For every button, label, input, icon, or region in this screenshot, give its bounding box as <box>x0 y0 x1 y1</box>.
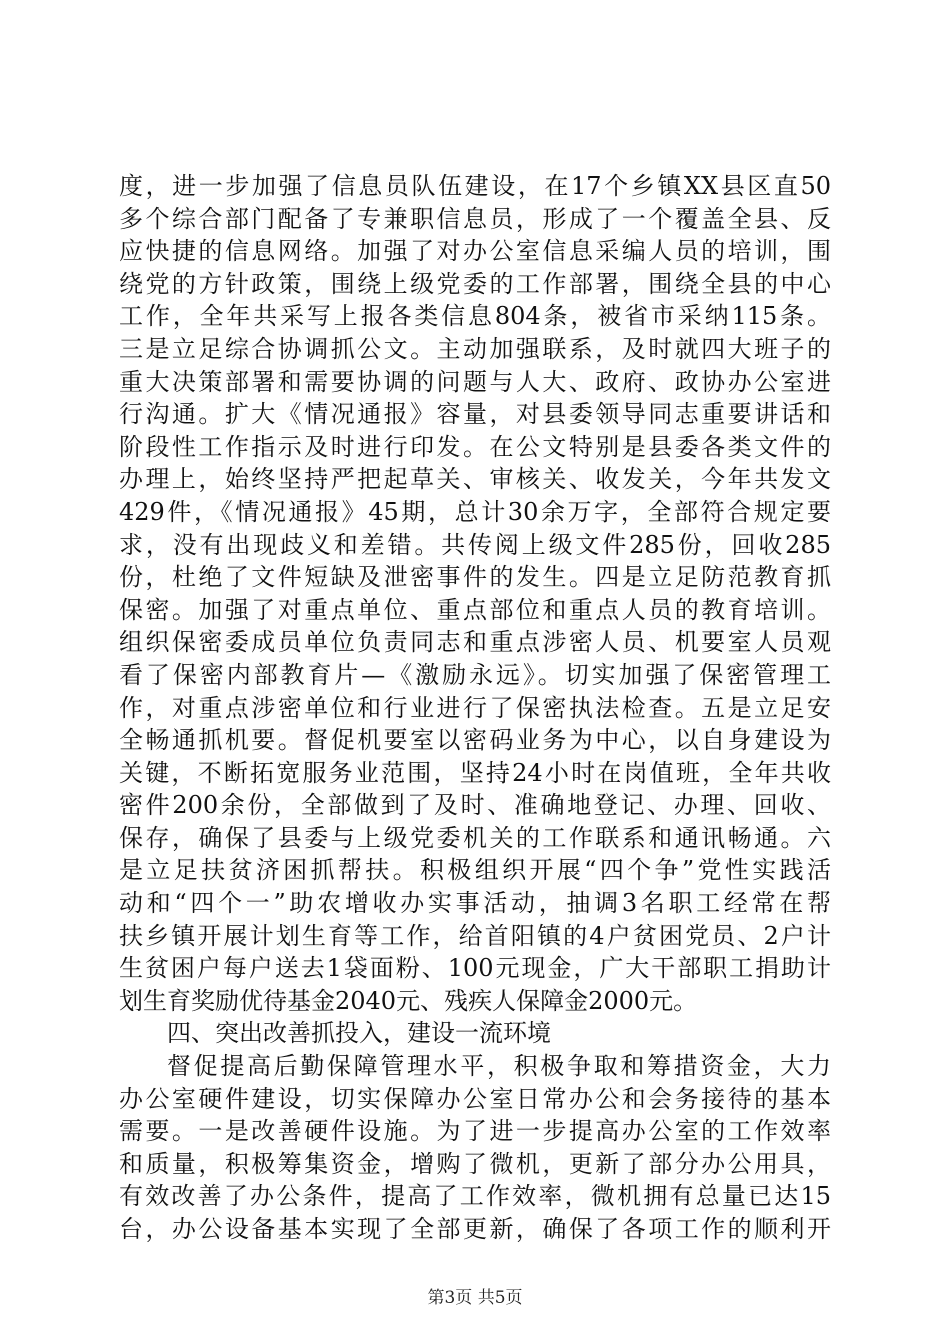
text-line: 份，杜绝了文件短缺及泄密事件的发生。四是立足防范教育抓 <box>119 563 831 592</box>
text-line: 保密。加强了对重点单位、重点部位和重点人员的教育培训。 <box>119 595 831 624</box>
text-line: 429件，《情况通报》45期，总计30余万字，全部符合规定要 <box>119 497 831 526</box>
paragraph-first-line: 督促提高后勤保障管理水平，积极争取和筹措资金，大力 <box>167 1052 831 1081</box>
text-line: 全畅通抓机要。督促机要室以密码业务为中心，以自身建设为 <box>119 726 831 755</box>
text-line: 绕党的方针政策，围绕上级党委的工作部署，围绕全县的中心 <box>119 269 831 298</box>
text-line: 保存，确保了县委与上级党委机关的工作联系和通讯畅通。六 <box>119 823 831 852</box>
text-line: 应快捷的信息网络。加强了对办公室信息采编人员的培训，围 <box>119 237 831 266</box>
text-line: 工作，全年共采写上报各类信息804条，被省市采纳115条。 <box>119 302 831 331</box>
text-line: 看了保密内部教育片—《激励永远》。切实加强了保密管理工 <box>119 660 831 689</box>
text-line: 度，进一步加强了信息员队伍建设，在17个乡镇XX县区直50 <box>119 172 831 200</box>
text-line: 需要。一是改善硬件设施。为了进一步提高办公室的工作效率 <box>119 1117 831 1146</box>
text-line: 阶段性工作指示及时进行印发。在公文特别是县委各类文件的 <box>119 432 831 461</box>
section-heading: 四、突出改善抓投入，建设一流环境 <box>167 1019 551 1048</box>
text-line: 划生育奖励优待基金2040元、残疾人保障金2000元。 <box>119 986 698 1015</box>
text-line: 三是立足综合协调抓公文。主动加强联系，及时就四大班子的 <box>119 334 831 363</box>
text-line: 生贫困户每户送去1袋面粉、100元现金，广大干部职工捐助计 <box>119 954 831 983</box>
body-text <box>119 170 831 1246</box>
page-number-footer: 第3页 共5页 <box>427 1288 523 1308</box>
text-line: 重大决策部署和需要协调的问题与人大、政府、政协办公室进 <box>119 367 831 396</box>
text-line: 办公室硬件建设，切实保障办公室日常办公和会务接待的基本 <box>119 1084 831 1113</box>
text-line: 多个综合部门配备了专兼职信息员，形成了一个覆盖全县、反 <box>119 204 831 233</box>
text-line: 办理上，始终坚持严把起草关、审核关、收发关，今年共发文 <box>119 465 831 494</box>
text-line: 关键，不断拓宽服务业范围，坚持24小时在岗值班，全年共收 <box>119 758 831 787</box>
text-line: 扶乡镇开展计划生育等工作，给首阳镇的4户贫困党员、2户计 <box>119 921 831 950</box>
text-line: 有效改善了办公条件，提高了工作效率，微机拥有总量已达15 <box>119 1182 831 1211</box>
text-line: 台，办公设备基本实现了全部更新，确保了各项工作的顺利开 <box>119 1215 831 1243</box>
text-line: 和质量，积极筹集资金，增购了微机，更新了部分办公用具， <box>119 1149 831 1178</box>
text-line: 是立足扶贫济困抓帮扶。积极组织开展“四个争”党性实践活 <box>119 856 831 885</box>
text-line: 动和“四个一”助农增收办实事活动，抽调3名职工经常在帮 <box>119 889 831 918</box>
text-line: 求，没有出现歧义和差错。共传阅上级文件285份，回收285 <box>119 530 831 559</box>
text-line: 行沟通。扩大《情况通报》容量，对县委领导同志重要讲话和 <box>119 400 831 429</box>
text-line: 组织保密委成员单位负责同志和重点涉密人员、机要室人员观 <box>119 628 831 657</box>
text-line: 作，对重点涉密单位和行业进行了保密执法检查。五是立足安 <box>119 693 831 722</box>
text-line: 密件200余份，全部做到了及时、准确地登记、办理、回收、 <box>119 791 831 820</box>
